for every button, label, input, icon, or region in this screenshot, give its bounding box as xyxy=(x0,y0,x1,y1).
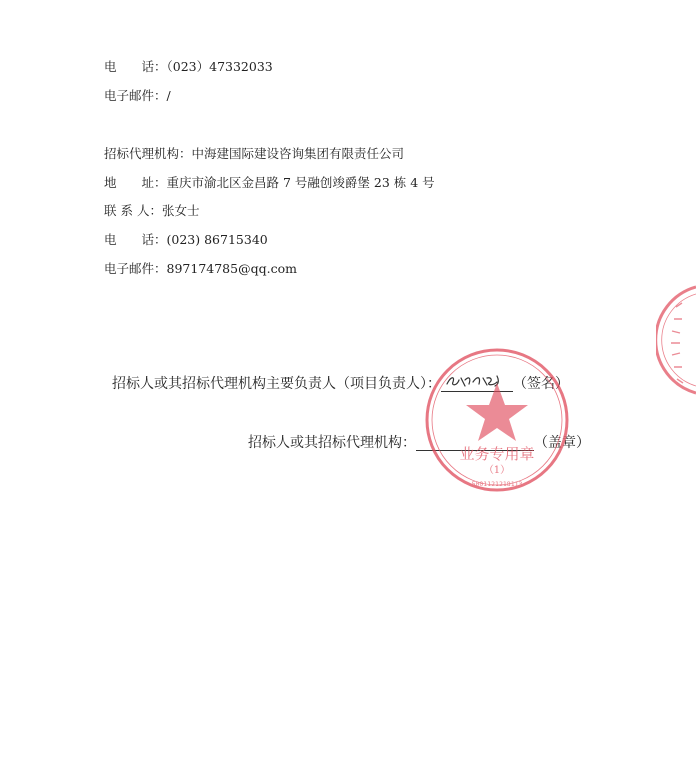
tenderer-phone-row xyxy=(104,59,273,75)
seal-code: 5001121218113 xyxy=(471,480,523,488)
agency-email-value: 897174785@qq.com xyxy=(166,261,297,276)
agency-address-row xyxy=(104,175,435,191)
seal-suffix: （盖章） xyxy=(534,435,590,451)
tenderer-email-row xyxy=(104,88,171,104)
partial-seal xyxy=(656,285,696,395)
agency-phone-value: (023) 86715340 xyxy=(166,232,268,247)
company-seal xyxy=(422,345,572,495)
sign-suffix: （签名） xyxy=(513,376,569,392)
tenderer-email-label: 电子邮件： xyxy=(104,88,167,103)
agency-contact-value: 张女士 xyxy=(161,203,200,218)
seal-text: 业务专用章 xyxy=(459,445,535,463)
agency-contact-label: 联 系 人： xyxy=(104,203,162,218)
agency-email-row xyxy=(104,261,297,277)
agency-phone-row xyxy=(104,232,268,248)
agency-name-value: 中海建国际建设咨询集团有限责任公司 xyxy=(191,146,405,161)
tenderer-email-value: / xyxy=(166,88,171,103)
principal-signature-label: 招标人或其招标代理机构主要负责人（项目负责人）： xyxy=(112,376,441,392)
agency-contact-row xyxy=(104,203,199,219)
agency-address-value: 重庆市渝北区金昌路 7 号融创竣爵堡 23 栋 4 号 xyxy=(166,175,435,190)
org-seal-label: 招标人或其招标代理机构： xyxy=(248,435,416,451)
agency-name-row xyxy=(104,146,404,162)
agency-address-label: 地 址： xyxy=(104,175,167,190)
seal-number: （1） xyxy=(483,465,511,476)
seal-star-icon xyxy=(466,383,528,441)
agency-email-label: 电子邮件： xyxy=(104,261,167,276)
agency-phone-label: 电 话： xyxy=(104,232,167,247)
tenderer-phone-label: 电 话： xyxy=(104,59,167,74)
agency-name-label: 招标代理机构： xyxy=(104,146,192,161)
tenderer-phone-value: （023）47332033 xyxy=(166,59,273,74)
